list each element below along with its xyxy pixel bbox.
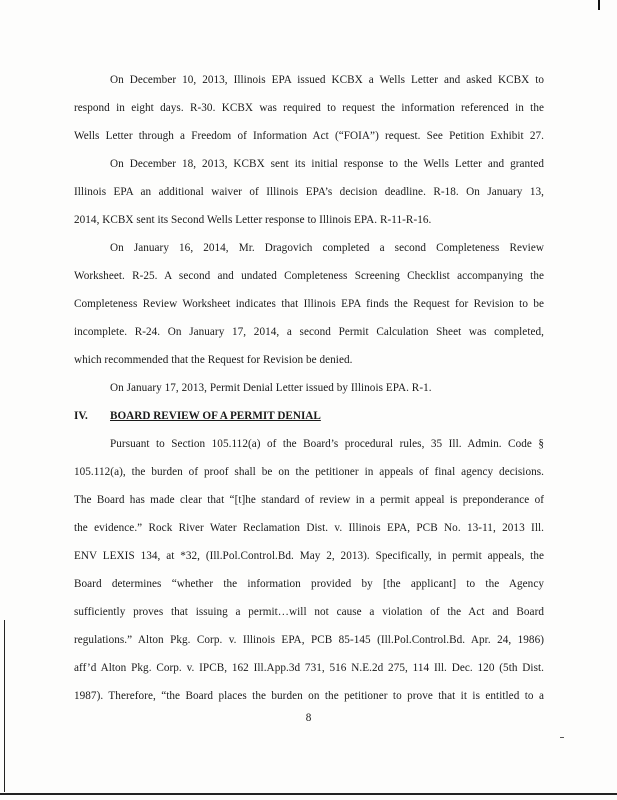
text-line: which recommended that the Request for Revision be denied. xyxy=(74,354,353,366)
text-line: 1987). Therefore, “the Board places the burden on the petitioner to prove that it is entitled to a xyxy=(74,690,544,702)
text-line: Completeness Review Worksheet indicates that Illinois EPA finds the Request for Revision to be xyxy=(74,298,544,310)
scan-artifact xyxy=(598,0,600,10)
text-line: On January 17, 2013, Permit Denial Letter issued by Illinois EPA. R-1. xyxy=(110,382,432,394)
text-line: On December 10, 2013, Illinois EPA issued KCBX a Wells Letter and asked KCBX to xyxy=(110,74,544,86)
text-line: the evidence.” Rock River Water Reclamation Dist. v. Illinois EPA, PCB No. 13-11, 2013 Ill. xyxy=(74,522,544,534)
text-line: aff’d Alton Pkg. Corp. v. IPCB, 162 Ill.App.3d 731, 516 N.E.2d 275, 114 Ill. Dec. 120 (5th Dist. xyxy=(74,662,544,674)
section-title: BOARD REVIEW OF A PERMIT DENIAL xyxy=(110,410,321,422)
text-line: Wells Letter through a Freedom of Information Act (“FOIA”) request. See Petition Exhibit 27. xyxy=(74,130,544,142)
text-line: On January 16, 2014, Mr. Dragovich completed a second Completeness Review xyxy=(110,242,544,254)
text-line: 2014, KCBX sent its Second Wells Letter response to Illinois EPA. R-11-R-16. xyxy=(74,214,432,226)
text-line: On December 18, 2013, KCBX sent its initial response to the Wells Letter and granted xyxy=(110,158,544,170)
scan-artifact xyxy=(560,737,564,738)
text-line: Board determines “whether the information provided by [the applicant] to the Agency xyxy=(74,578,544,590)
page-number: 8 xyxy=(305,712,312,724)
text-line: regulations.” Alton Pkg. Corp. v. Illinois EPA, PCB 85-145 (Ill.Pol.Control.Bd. Apr. 24, 1986) xyxy=(74,634,544,646)
text-line: incomplete. R-24. On January 17, 2014, a second Permit Calculation Sheet was completed, xyxy=(74,326,544,338)
text-line: The Board has made clear that “[t]he standard of review in a permit appeal is preponderance of xyxy=(74,494,544,506)
section-number: IV. xyxy=(74,410,88,422)
text-line: Illinois EPA an additional waiver of Illinois EPA’s decision deadline. R-18. On January 13, xyxy=(74,186,544,198)
text-line: Worksheet. R-25. A second and undated Completeness Screening Checklist accompanying the xyxy=(74,270,544,282)
text-line: respond in eight days. R-30. KCBX was required to request the information referenced in the xyxy=(74,102,544,114)
scan-artifact xyxy=(4,620,5,792)
text-line: Pursuant to Section 105.112(a) of the Board’s procedural rules, 35 Ill. Admin. Code § xyxy=(110,438,544,450)
scan-artifact xyxy=(0,793,617,795)
text-line: sufficiently proves that issuing a permit…will not cause a violation of the Act and Board xyxy=(74,606,544,618)
text-line: ENV LEXIS 134, at *32, (Ill.Pol.Control.Bd. May 2, 2013). Specifically, in permit appeals, the xyxy=(74,550,544,562)
text-line: 105.112(a), the burden of proof shall be on the petitioner in appeals of final agency decisions. xyxy=(74,466,544,478)
